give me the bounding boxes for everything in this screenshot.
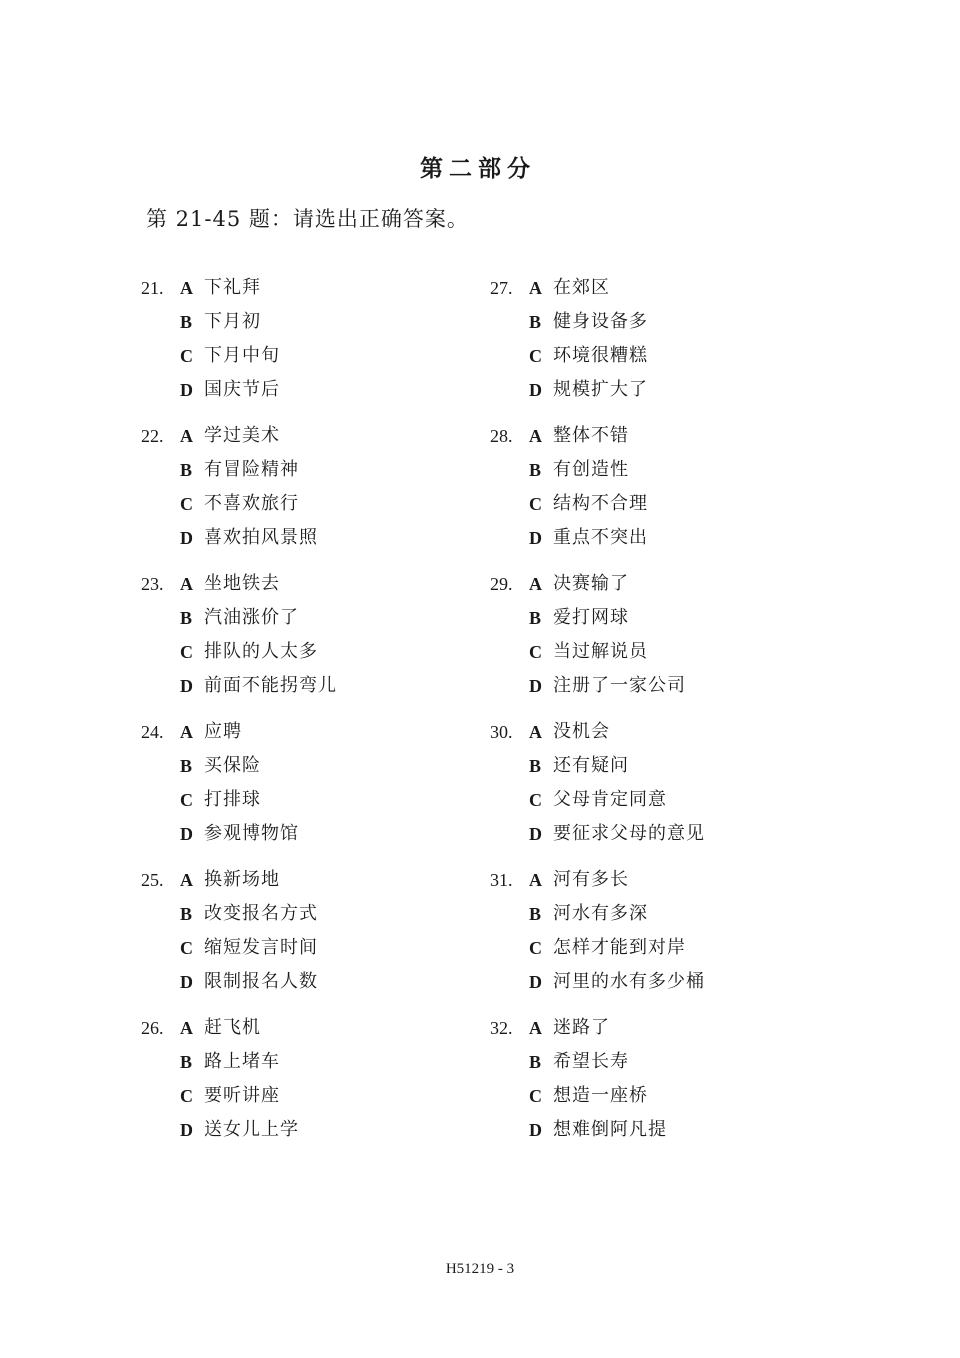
option-letter: A: [529, 278, 542, 298]
option-letter: D: [180, 1120, 193, 1140]
option-letter: D: [180, 824, 193, 844]
option-letter: D: [180, 380, 193, 400]
option-text: 路上堵车: [204, 1051, 280, 1072]
option-text: 学过美术: [204, 425, 280, 446]
option-text: 河水有多深: [553, 903, 648, 924]
option-text: 不喜欢旅行: [204, 493, 299, 514]
option-text: 改变报名方式: [204, 903, 318, 924]
question-column-left: [141, 274, 501, 1162]
option-text: 河有多长: [553, 869, 629, 890]
question-29: [490, 570, 850, 718]
option-text: 父母肯定同意: [553, 789, 667, 810]
option-letter: A: [180, 722, 193, 742]
option-text: 送女儿上学: [204, 1119, 299, 1140]
question-column-right: [490, 274, 850, 1162]
question-number: 26.: [141, 1018, 164, 1038]
option-letter: C: [529, 1086, 542, 1106]
option-letter: B: [180, 312, 193, 332]
question-31: [490, 866, 850, 1014]
option-text: 环境很糟糕: [553, 345, 648, 366]
option-letter: C: [180, 938, 193, 958]
option-letter: C: [180, 494, 193, 514]
option-text: 爱打网球: [553, 607, 629, 628]
question-26: [141, 1014, 501, 1162]
option-text: 还有疑问: [553, 755, 629, 776]
option-text: 缩短发言时间: [204, 937, 318, 958]
option-text: 想造一座桥: [553, 1085, 648, 1106]
question-number: 31.: [490, 870, 513, 890]
option-text: 换新场地: [204, 869, 280, 890]
option-text: 要征求父母的意见: [553, 823, 705, 844]
question-number: 25.: [141, 870, 164, 890]
option-letter: C: [180, 642, 193, 662]
option-text: 国庆节后: [204, 379, 280, 400]
option-text: 希望长寿: [553, 1051, 629, 1072]
option-text: 河里的水有多少桶: [553, 971, 705, 992]
option-letter: D: [529, 528, 542, 548]
question-number: 27.: [490, 278, 513, 298]
option-letter: A: [180, 426, 193, 446]
option-letter: B: [529, 756, 542, 776]
option-text: 坐地铁去: [204, 573, 280, 594]
option-text: 健身设备多: [553, 311, 648, 332]
option-text: 结构不合理: [553, 493, 648, 514]
option-text: 重点不突出: [553, 527, 648, 548]
question-25: [141, 866, 501, 1014]
option-letter: B: [529, 460, 542, 480]
option-letter: A: [529, 722, 542, 742]
option-letter: D: [529, 1120, 542, 1140]
question-30: [490, 718, 850, 866]
option-letter: C: [529, 346, 542, 366]
option-letter: D: [180, 676, 193, 696]
question-27: [490, 274, 850, 422]
option-text: 整体不错: [553, 425, 629, 446]
question-number: 28.: [490, 426, 513, 446]
option-text: 规模扩大了: [553, 379, 648, 400]
option-text: 注册了一家公司: [553, 675, 686, 696]
question-number: 22.: [141, 426, 164, 446]
option-letter: B: [180, 904, 193, 924]
option-letter: B: [529, 904, 542, 924]
section-title: 第二部分: [420, 155, 536, 182]
option-letter: A: [529, 574, 542, 594]
question-28: [490, 422, 850, 570]
option-text: 下礼拜: [204, 277, 261, 298]
option-letter: A: [180, 574, 193, 594]
option-text: 迷路了: [553, 1017, 610, 1038]
option-letter: A: [180, 870, 193, 890]
option-letter: C: [529, 938, 542, 958]
option-letter: D: [529, 676, 542, 696]
option-text: 限制报名人数: [204, 971, 318, 992]
instruction-text: 第 21-45 题：请选出正确答案。: [146, 207, 469, 231]
option-text: 有创造性: [553, 459, 629, 480]
option-text: 当过解说员: [553, 641, 648, 662]
option-text: 应聘: [204, 721, 242, 742]
option-text: 排队的人太多: [204, 641, 318, 662]
option-letter: B: [529, 608, 542, 628]
option-text: 决赛输了: [553, 573, 629, 594]
option-letter: D: [180, 528, 193, 548]
option-letter: A: [180, 278, 193, 298]
option-text: 赶飞机: [204, 1017, 261, 1038]
option-text: 下月中旬: [204, 345, 280, 366]
option-text: 怎样才能到对岸: [553, 937, 686, 958]
option-letter: C: [180, 1086, 193, 1106]
option-letter: C: [529, 494, 542, 514]
option-letter: B: [180, 460, 193, 480]
question-24: [141, 718, 501, 866]
option-letter: A: [529, 426, 542, 446]
option-letter: C: [529, 790, 542, 810]
question-number: 30.: [490, 722, 513, 742]
option-letter: B: [180, 756, 193, 776]
option-text: 喜欢拍风景照: [204, 527, 318, 548]
option-text: 打排球: [204, 789, 261, 810]
question-21: [141, 274, 501, 422]
question-32: [490, 1014, 850, 1162]
question-23: [141, 570, 501, 718]
option-letter: A: [529, 870, 542, 890]
option-letter: C: [180, 346, 193, 366]
page-footer: H51219 - 3: [445, 1261, 515, 1277]
option-text: 在郊区: [553, 277, 610, 298]
option-letter: D: [529, 972, 542, 992]
option-text: 前面不能拐弯儿: [204, 675, 337, 696]
option-text: 下月初: [204, 311, 261, 332]
question-number: 29.: [490, 574, 513, 594]
option-text: 没机会: [553, 721, 610, 742]
option-text: 汽油涨价了: [204, 607, 299, 628]
question-number: 23.: [141, 574, 164, 594]
option-letter: B: [180, 1052, 193, 1072]
option-text: 想难倒阿凡提: [553, 1119, 667, 1140]
option-letter: A: [529, 1018, 542, 1038]
option-text: 参观博物馆: [204, 823, 299, 844]
option-text: 有冒险精神: [204, 459, 299, 480]
option-letter: C: [180, 790, 193, 810]
option-text: 要听讲座: [204, 1085, 280, 1106]
option-letter: D: [529, 824, 542, 844]
question-number: 32.: [490, 1018, 513, 1038]
question-22: [141, 422, 501, 570]
question-number: 24.: [141, 722, 164, 742]
option-letter: C: [529, 642, 542, 662]
option-letter: B: [529, 312, 542, 332]
option-letter: B: [529, 1052, 542, 1072]
option-letter: B: [180, 608, 193, 628]
option-letter: D: [180, 972, 193, 992]
option-letter: A: [180, 1018, 193, 1038]
option-text: 买保险: [204, 755, 261, 776]
option-letter: D: [529, 380, 542, 400]
question-number: 21.: [141, 278, 164, 298]
